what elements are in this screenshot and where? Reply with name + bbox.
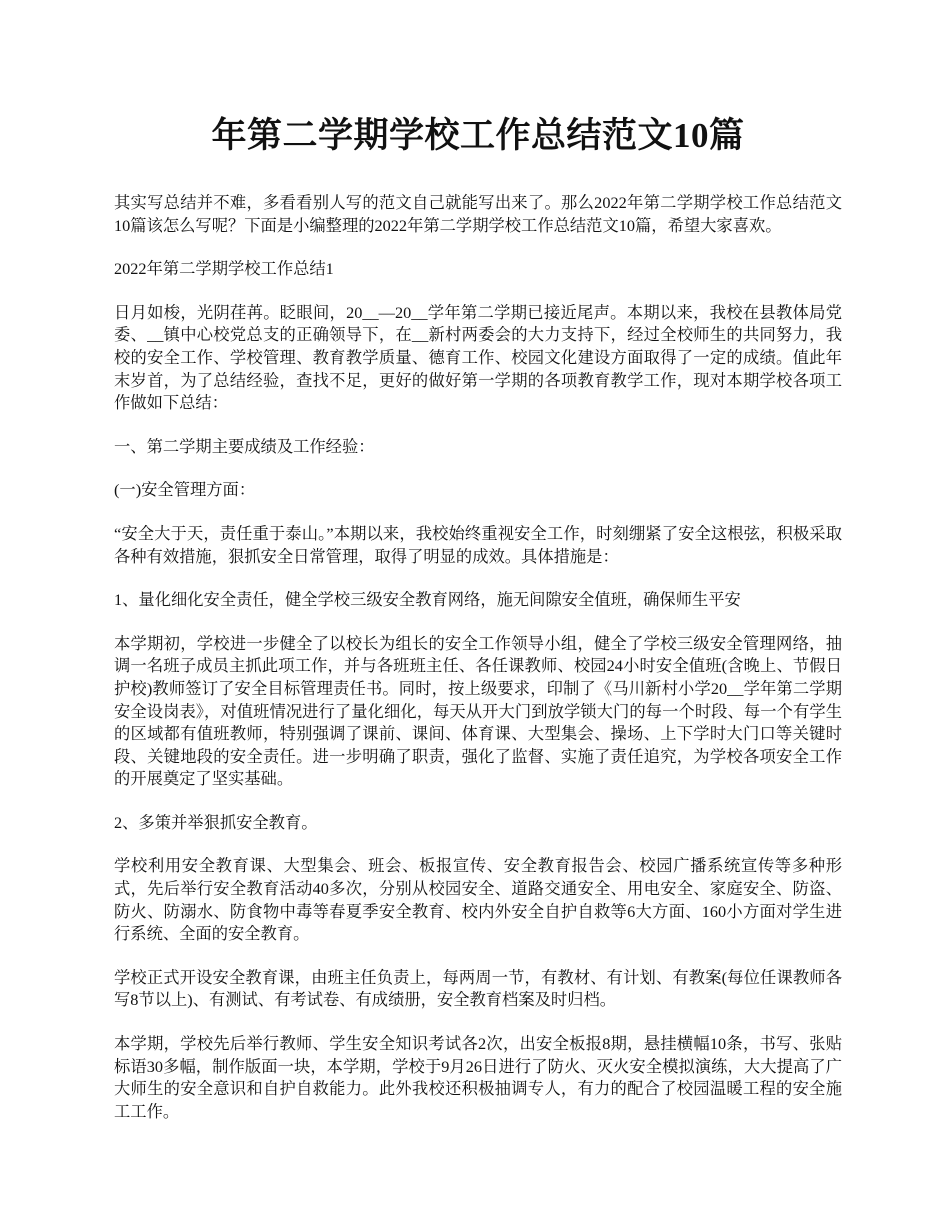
list-item-heading: 1、量化细化安全责任，健全学校三级安全教育网络，施无间隙安全值班，确保师生平安 <box>114 590 741 610</box>
document-title: 年第二学期学校工作总结范文10篇 <box>211 116 745 155</box>
body-paragraph: 学校正式开设安全教育课，由班主任负责上，每两周一节，有教材、有计划、有教案(每位任课教师各写8节以上)、有测试、有考试卷、有成绩册，安全教育档案及时归档。 <box>114 967 842 1010</box>
document-body <box>114 192 842 1123</box>
intro-paragraph: 其实写总结并不难，多看看别人写的范文自己就能写出来了。那么2022年第二学期学校工作总结范文10篇该怎么写呢？下面是小编整理的2022年第二学期学校工作总结范文10篇，希望大家喜欢。 <box>114 193 842 235</box>
body-paragraph: 学校利用安全教育课、大型集会、班会、板报宣传、安全教育报告会、校园广播系统宣传等多种形式，先后举行安全教育活动40多次，分别从校园安全、道路交通安全、用电安全、家庭安全、防盗、防火、防溺水、防食物中毒等春夏季安全教育、校内外安全自护自救等6大方面、160小方面对学生进行系统、全面的安全教育。 <box>114 856 842 944</box>
subsection-heading: (一)安全管理方面： <box>114 480 256 500</box>
body-paragraph: 本学期，学校先后举行教师、学生安全知识考试各2次，出安全板报8期，悬挂横幅10条，书写、张贴标语30多幅，制作版面一块，本学期，学校于9月26日进行了防火、灭火安全模拟演练，大大提高了广大师生的安全意识和自护自救能力。此外我校还积极抽调专人，有力的配合了校园温暖工程的安全施工工作。 <box>114 1034 842 1121</box>
document-content <box>114 0 842 1144</box>
body-paragraph: “安全大于天，责任重于泰山。”本期以来，我校始终重视安全工作，时刻绷紧了安全这根弦，积极采取各种有效措施，狠抓安全日常管理，取得了明显的成效。具体措施是： <box>114 523 842 566</box>
body-paragraph: 日月如梭，光阴荏苒。眨眼间，20__—20__学年第二学期已接近尾声。本期以来，我校在县教体局党委、__镇中心校党总支的正确领导下，在__新村两委会的大力支持下，经过全校师生的共同努力，我校的安全工作、学校管理、教育教学质量、德育工作、校园文化建设方面取得了一定的成绩。值此年末岁首，为了总结经验，查找不足，更好的做好第一学期的各项教育教学工作，现对本期学校各项工作做如下总结： <box>114 302 842 413</box>
section-heading: 2022年第二学期学校工作总结1 <box>114 259 334 279</box>
subsection-heading: 一、第二学期主要成绩及工作经验： <box>114 436 375 456</box>
body-paragraph: 本学期初，学校进一步健全了以校长为组长的安全工作领导小组，健全了学校三级安全管理网络，抽调一名班子成员主抓此项工作，并与各班班主任、各任课教师、校园24小时安全值班(含晚上、节假日护校)教师签订了安全目标管理责任书。同时，按上级要求，印制了《马川新村小学20__学年第二学期安全设岗表》，对值班情况进行了量化细化，每天从开大门到放学锁大门的每一个时段、每一个有学生的区域都有值班教师，特别强调了课前、课间、体育课、大型集会、操场、上下学时大门口等关键时段、关键地段的安全责任。进一步明确了职责，强化了监督、实施了责任追究，为学校各项安全工作的开展奠定了坚实基础。 <box>114 633 842 789</box>
list-item-heading: 2、多策并举狠抓安全教育。 <box>114 812 318 832</box>
